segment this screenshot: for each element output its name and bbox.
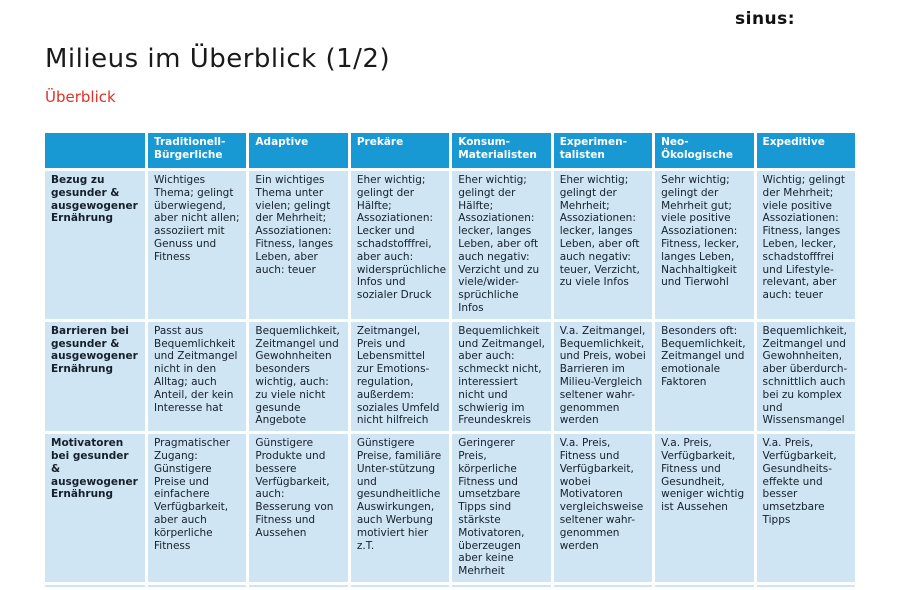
- table-cell: Bequemlichkeit, Zeitmangel und Gewohnheiten, aber überdurch-schnittlich auch bei zu komplex und Wissensmangel: [757, 322, 855, 431]
- table-cell: Bequemlichkeit und Zeitmangel, aber auch: schmeckt nicht, interessiert nicht und schwierig im Freundeskreis: [452, 322, 550, 431]
- corner-cell: [45, 133, 145, 168]
- table-cell: Passt aus Bequemlichkeit und Zeitmangel nicht in den Alltag; auch Anteil, der kein Interesse hat: [148, 322, 246, 431]
- column-header: Experimen-talisten: [554, 133, 652, 168]
- table-cell: Eher wichtig; gelingt der Hälfte; Assoziationen: lecker, langes Leben, aber oft auch negativ: Verzicht und zu viele/wider-sprüchliche Infos: [452, 171, 550, 319]
- table-cell: Günstigere Preise, familiäre Unter-stützung und gesundheitliche Auswirkungen, auch Werbung motiviert hier z.T.: [351, 434, 449, 582]
- table-cell: Eher wichtig; gelingt der Mehrheit; Assoziationen: lecker, langes Leben, aber oft auch negativ: teuer, Verzicht, zu viele Infos: [554, 171, 652, 319]
- table-cell: Sehr wichtig; gelingt der Mehrheit gut; viele positive Assoziationen: Fitness, lecker, langes Leben, Nachhaltigkeit und Tierwohl: [655, 171, 753, 319]
- table-row: [45, 171, 855, 319]
- table-cell: Besonders oft: Bequemlichkeit, Zeitmangel und emotionale Faktoren: [655, 322, 753, 431]
- table-cell: Wichtiges Thema; gelingt überwiegend, aber nicht allen; assoziiert mit Genuss und Fitness: [148, 171, 246, 319]
- column-header: Neo-Ökologische: [655, 133, 753, 168]
- cutoff-cell: [45, 585, 145, 587]
- table-cell: Zeitmangel, Preis und Lebensmittel zur Emotions-regulation, außerdem: soziales Umfeld nicht hilfreich: [351, 322, 449, 431]
- cutoff-cell: [249, 585, 347, 587]
- cutoff-cell: [554, 585, 652, 587]
- table-cell: V.a. Preis, Verfügbarkeit, Fitness und Gesundheit, weniger wichtig ist Aussehen: [655, 434, 753, 582]
- table-cell: V.a. Preis, Fitness und Verfügbarkeit, wobei Motivatoren vergleichsweise seltener wahr-genommen werden: [554, 434, 652, 582]
- table-cell: Günstigere Produkte und bessere Verfügbarkeit, auch: Besserung von Fitness und Aussehen: [249, 434, 347, 582]
- table-cell: Wichtig; gelingt der Mehrheit; viele positive Assoziationen: Fitness, langes Leben, lecker, schadstofffrei und Lifestyle-relevant, aber auch: teuer: [757, 171, 855, 319]
- table-header-row: [45, 133, 855, 168]
- table-cell: Bequemlichkeit, Zeitmangel und Gewohnheiten besonders wichtig, auch: zu viele nicht gesunde Angebote: [249, 322, 347, 431]
- cutoff-cell: [452, 585, 550, 587]
- page-subtitle: Überblick: [45, 88, 116, 106]
- row-label: Motivatoren bei gesunder & ausgewogener Ernährung: [45, 434, 145, 582]
- cutoff-cell: [757, 585, 855, 587]
- column-header: Adaptive: [249, 133, 347, 168]
- row-label: Barrieren bei gesunder & ausgewogener Ernährung: [45, 322, 145, 431]
- table-cell: V.a. Preis, Verfügbarkeit, Gesundheits-effekte und besser umsetzbare Tipps: [757, 434, 855, 582]
- cutoff-next-row: [45, 585, 855, 587]
- table-cell: V.a. Zeitmangel, Bequemlichkeit, und Preis, wobei Barrieren im Milieu-Vergleich seltener wahr-genommen werden: [554, 322, 652, 431]
- column-header: Expeditive: [757, 133, 855, 168]
- milieus-overview-table: [42, 130, 858, 590]
- cutoff-cell: [351, 585, 449, 587]
- table-row: [45, 434, 855, 582]
- table-cell: Geringerer Preis, körperliche Fitness und umsetzbare Tipps sind stärkste Motivatoren, überzeugen aber keine Mehrheit: [452, 434, 550, 582]
- cutoff-cell: [148, 585, 246, 587]
- column-header: Prekäre: [351, 133, 449, 168]
- cutoff-cell: [655, 585, 753, 587]
- sinus-logo: sinus:: [735, 9, 796, 29]
- table-row: [45, 322, 855, 431]
- column-header: Traditionell-Bürgerliche: [148, 133, 246, 168]
- table-cell: Pragmatischer Zugang: Günstigere Preise und einfachere Verfügbarkeit, aber auch körperliche Fitness: [148, 434, 246, 582]
- column-header: Konsum-Materialisten: [452, 133, 550, 168]
- table-cell: Ein wichtiges Thema unter vielen; gelingt der Mehrheit; Assoziationen: Fitness, langes Leben, aber auch: teuer: [249, 171, 347, 319]
- row-label: Bezug zu gesunder & ausgewogener Ernährung: [45, 171, 145, 319]
- page-title: Milieus im Überblick (1/2): [45, 44, 391, 74]
- table-cell: Eher wichtig; gelingt der Hälfte; Assoziationen: Lecker und schadstofffrei, aber auch: widersprüchliche Infos und sozialer Druck: [351, 171, 449, 319]
